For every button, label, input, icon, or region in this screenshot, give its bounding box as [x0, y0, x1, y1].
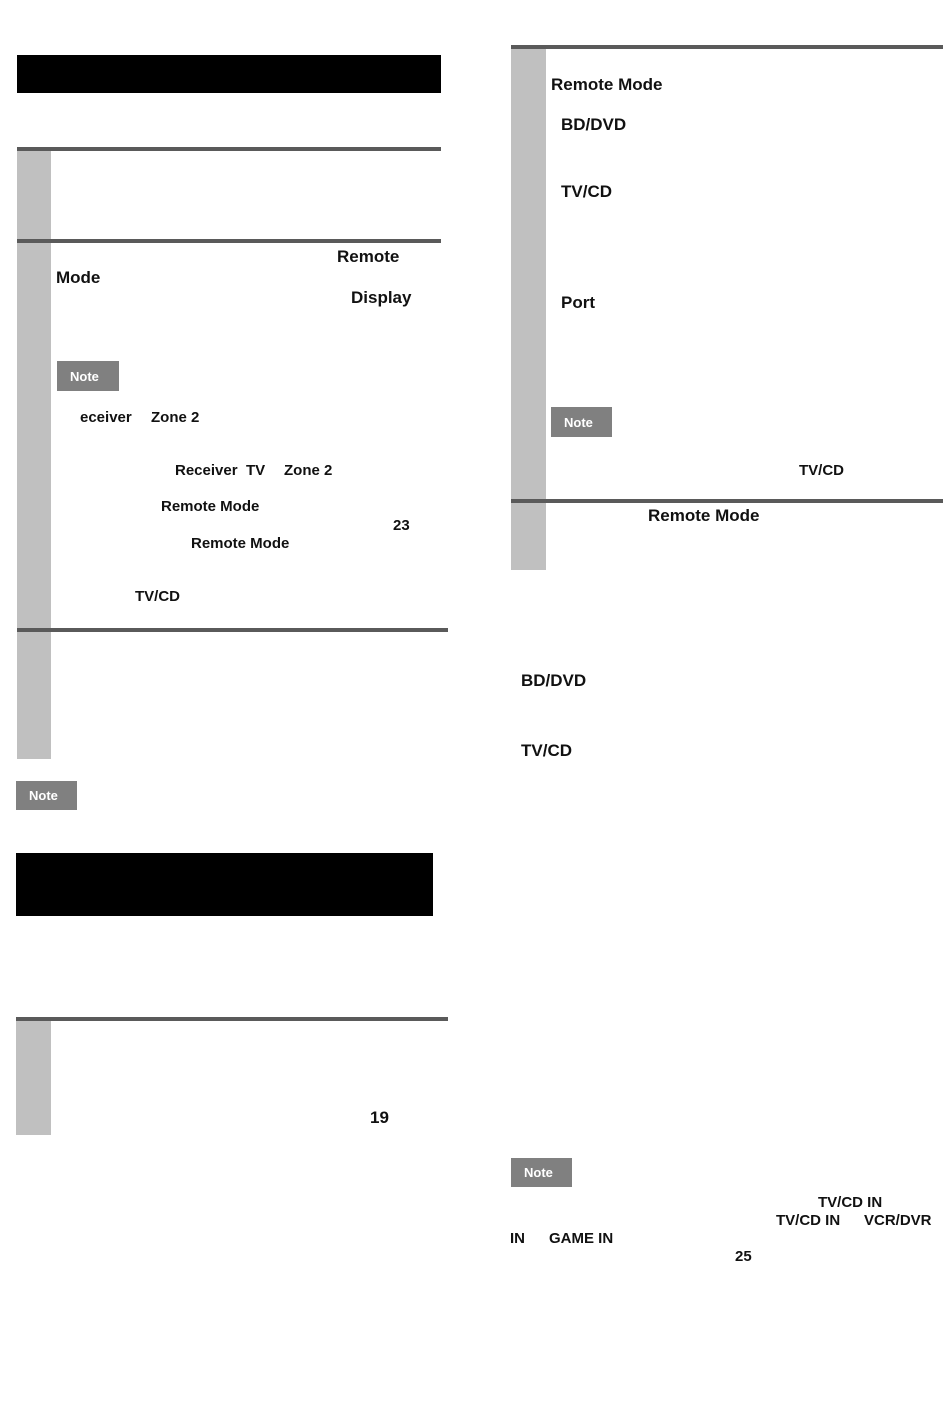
section-heading-bar-1 — [17, 55, 441, 93]
step-marker-column-4 — [16, 1021, 51, 1135]
note-receiver-text: eceiver — [80, 409, 132, 426]
tv-cd-in-label-2: TV/CD IN — [776, 1212, 841, 1229]
in-label: IN — [510, 1230, 525, 1247]
step-rule-right-2 — [511, 499, 943, 503]
note-badge-2: Note — [16, 781, 77, 810]
step-marker-column-3 — [17, 632, 51, 759]
tv-cd-in-label: TV/CD IN — [818, 1194, 883, 1211]
note-receiver-text-2: Receiver — [175, 462, 238, 479]
port-option: Port — [561, 293, 595, 312]
step-rule-2 — [17, 239, 441, 243]
step-marker-column-right-1 — [511, 49, 546, 499]
tv-cd-option: TV/CD — [561, 182, 612, 201]
display-label: Display — [351, 288, 412, 307]
step-rule-right-1 — [511, 45, 943, 49]
step-marker-column-1 — [17, 151, 51, 239]
step-rule-3 — [17, 628, 448, 632]
vcr-dvr-label: VCR/DVR — [864, 1212, 932, 1229]
note-zone2-text: Zone 2 — [151, 409, 200, 426]
mode-label: Mode — [56, 268, 101, 287]
note-badge-right-1: Note — [551, 407, 612, 437]
remote-mode-heading: Remote Mode — [551, 75, 663, 94]
step-rule-4 — [16, 1017, 448, 1021]
remote-mode-heading-2: Remote Mode — [648, 506, 760, 525]
bd-dvd-item: BD/DVD — [521, 671, 587, 690]
section-heading-bar-2 — [16, 853, 433, 916]
note-tv-cd-text-right: TV/CD — [799, 462, 844, 479]
bd-dvd-option: BD/DVD — [561, 115, 627, 134]
note-zone2-text-2: Zone 2 — [284, 462, 333, 479]
page-ref-25: 25 — [735, 1248, 752, 1265]
note-remote-mode-text: Remote Mode — [161, 498, 260, 515]
page-ref-19: 19 — [370, 1108, 389, 1127]
step-marker-column-right-2 — [511, 503, 546, 570]
note-badge-1: Note — [57, 361, 119, 391]
note-badge-right-2: Note — [511, 1158, 572, 1187]
step-rule-1 — [17, 147, 441, 151]
tv-cd-item: TV/CD — [521, 741, 572, 760]
game-in-label: GAME IN — [549, 1230, 614, 1247]
note-page-ref-23: 23 — [393, 517, 410, 534]
step-marker-column-2 — [17, 243, 51, 629]
note-tv-text: TV — [246, 462, 266, 479]
remote-label: Remote — [337, 247, 400, 266]
note-tv-cd-text: TV/CD — [135, 588, 180, 605]
note-remote-mode-text-2: Remote Mode — [191, 535, 290, 552]
